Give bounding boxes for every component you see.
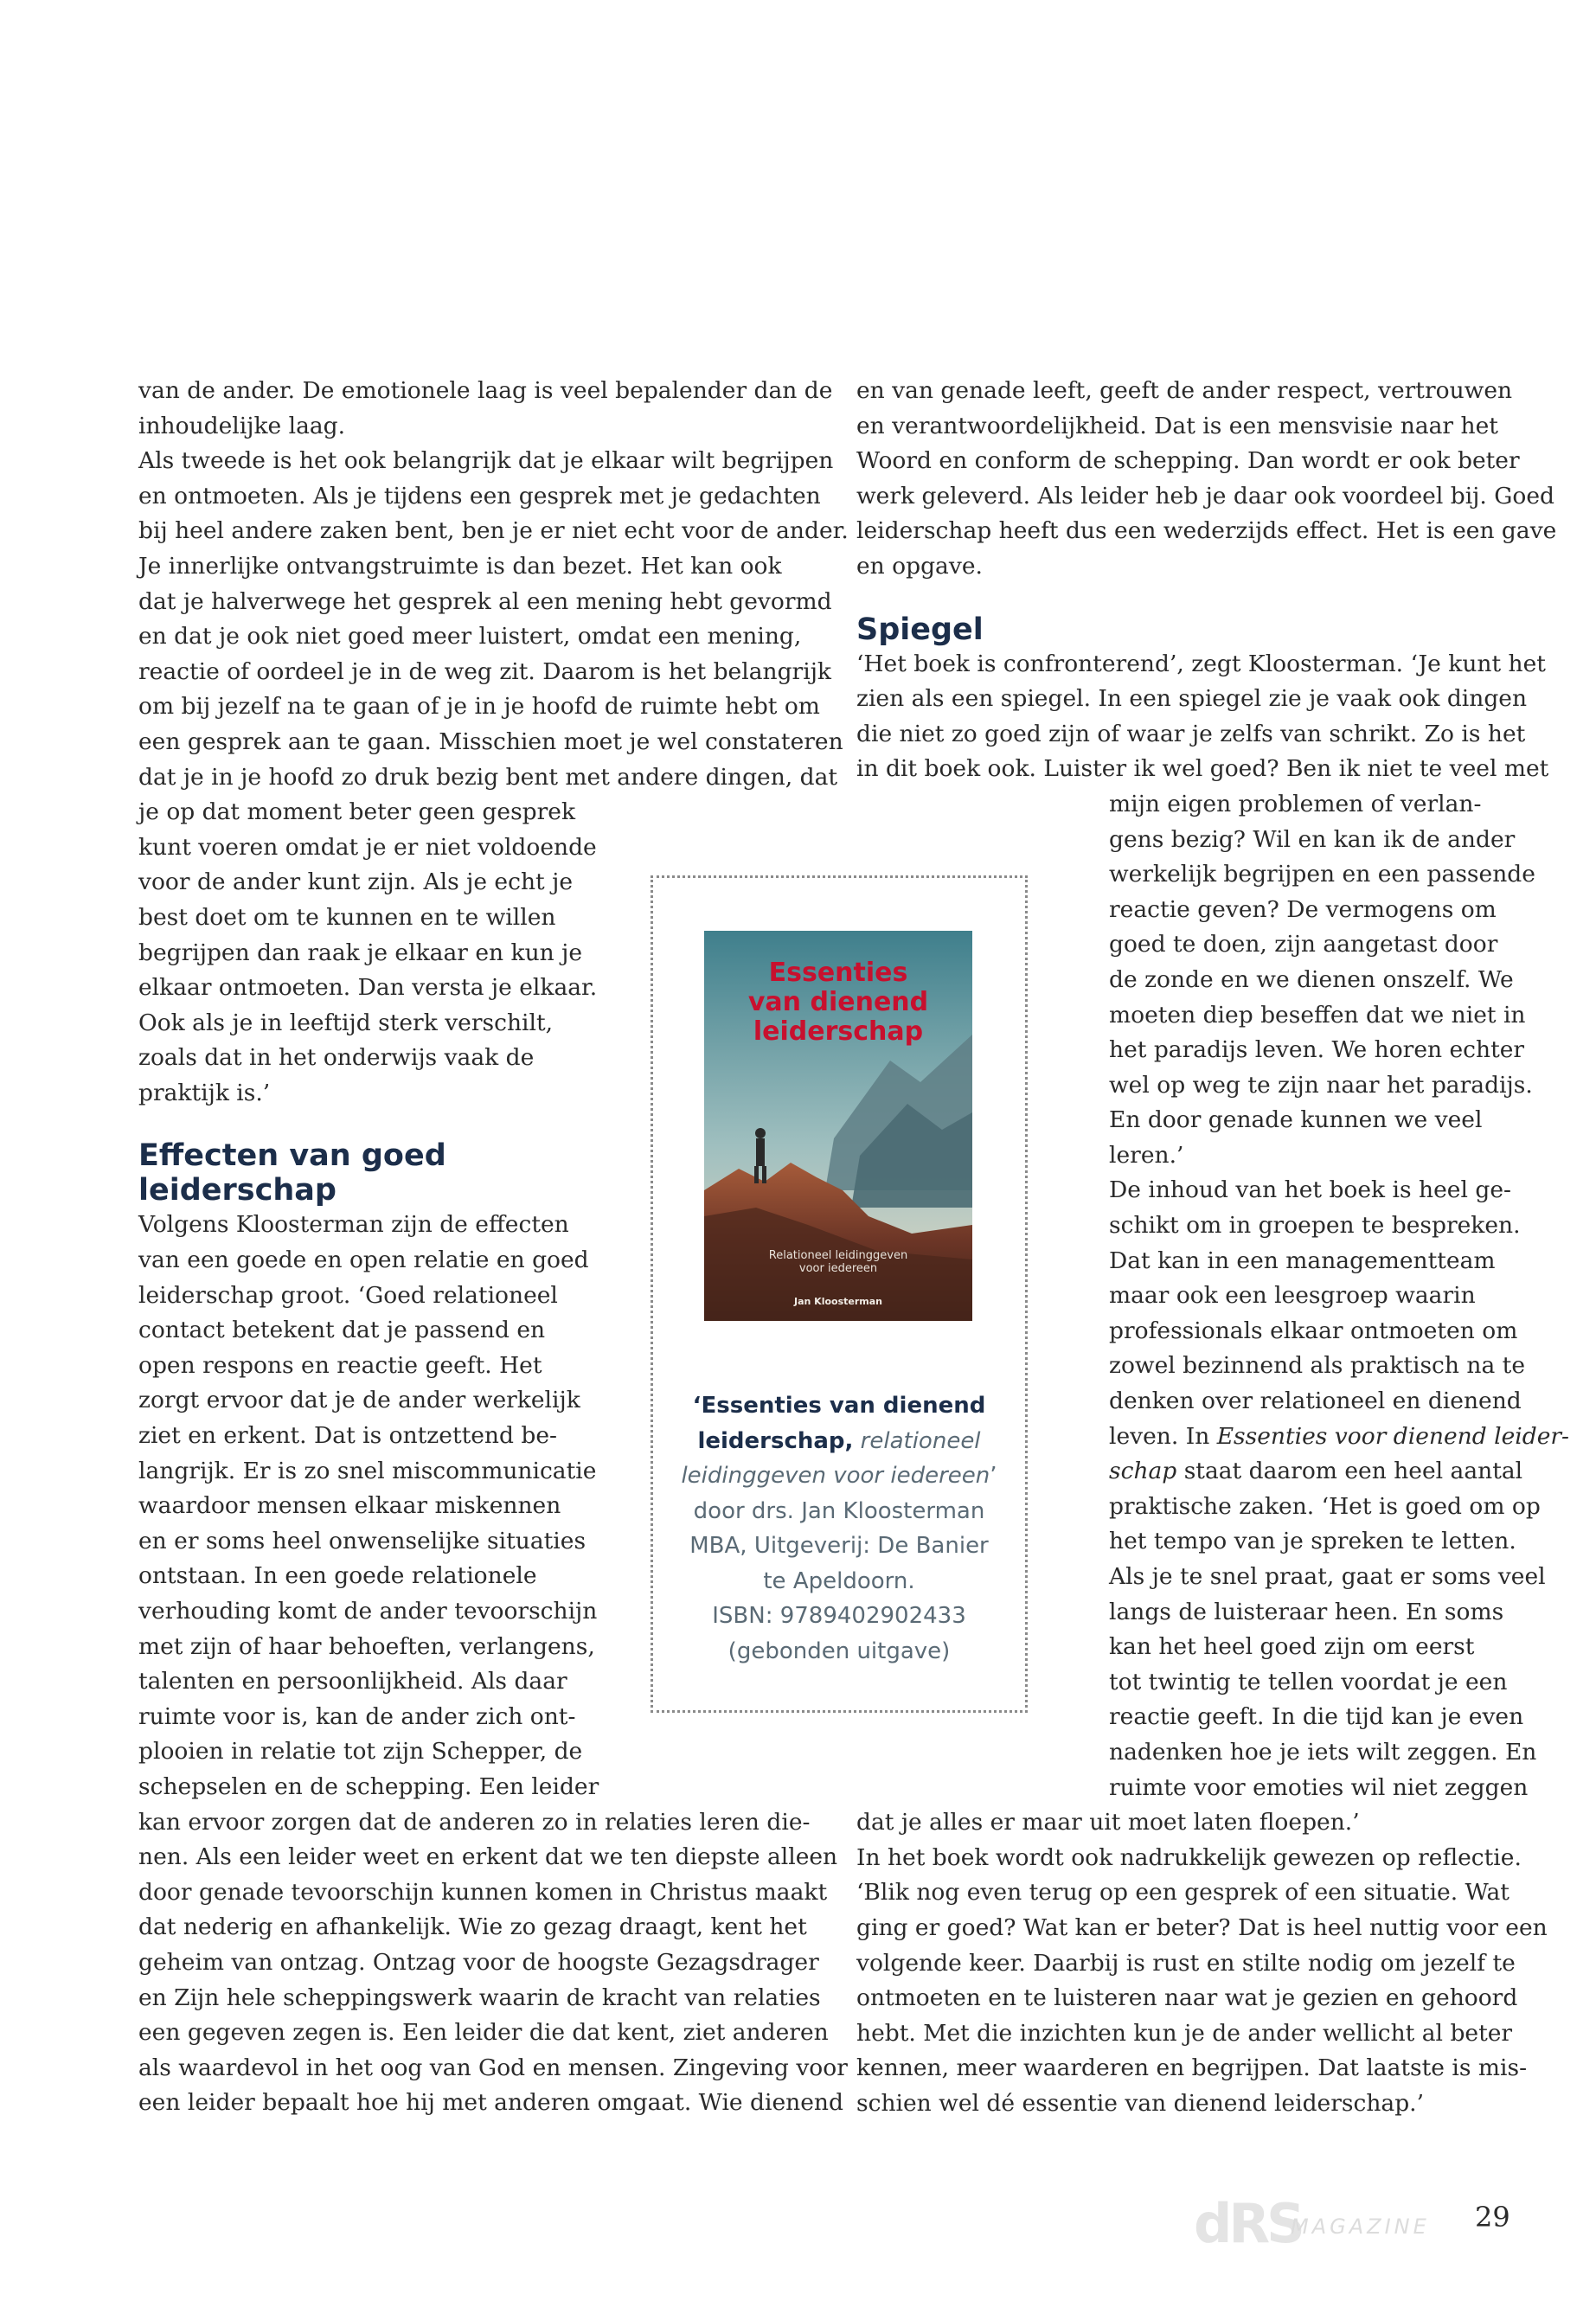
text-line: talenten en persoonlijkheid. Als daar	[138, 1668, 567, 1695]
text-line: ontstaan. In een goede relationele	[138, 1562, 537, 1590]
caption-line-1: ‘Essenties van dienend	[692, 1393, 986, 1419]
text-line: dat je halverwege het gesprek al een mening hebt gevormd	[138, 587, 832, 615]
text-line: praktische zaken. ‘Het is goed om op	[1109, 1492, 1541, 1520]
text-line: nen. Als een leider weet en erkent dat we ten diepste alleen	[138, 1843, 838, 1871]
text-line: schepselen en de schepping. Een leider	[138, 1772, 599, 1800]
text-line: dat je alles er maar uit moet laten floepen.’	[856, 1809, 1360, 1836]
left-paragraph-1	[138, 374, 833, 444]
text-line: leiderschap heeft dus een wederzijds effect. Het is een gave	[856, 517, 1557, 545]
text-line: volgende keer. Daarbij is rust en stilte nodig om jezelf te	[856, 1949, 1516, 1977]
text-line: ziet en erkent. Dat is ontzettend be-	[138, 1422, 557, 1450]
text-line: zoals dat in het onderwijs vaak de	[138, 1044, 535, 1072]
text-line: elkaar ontmoeten. Dan versta je elkaar.	[138, 974, 598, 1002]
text-line: van een goede en open relatie en goed	[138, 1247, 589, 1274]
text-line: verhouding komt de ander tevoorschijn	[138, 1598, 598, 1625]
text-line: kunt voeren omdat je er niet voldoende	[138, 833, 597, 861]
text-line: als waardevol in het oog van God en mensen. Zingeving voor	[138, 2054, 848, 2081]
text-line: MBA, Uitgeverij: De Banier	[689, 1533, 989, 1559]
text-line: inhoudelijke laag.	[138, 412, 346, 439]
text-line: om bij jezelf na te gaan of je in je hoofd de ruimte hebt om	[138, 693, 820, 721]
text-line: leren.’	[1109, 1141, 1184, 1169]
text-line: dat nederig en afhankelijk. Wie zo gezag draagt, kent het	[138, 1913, 807, 1941]
page-number: 29	[1475, 2201, 1510, 2234]
right-paragraph-3-line-8: leven. In Essenties voor dienend leider-	[1109, 1422, 1570, 1450]
text-line: en Zijn hele scheppingswerk waarin de kracht van relaties	[138, 1984, 821, 2011]
text-line: en er soms heel onwenselijke situaties	[138, 1527, 586, 1554]
text-line: Als tweede is het ook belangrijk dat je elkaar wilt begrijpen	[138, 447, 834, 475]
text-line: en opgave.	[856, 552, 983, 580]
right-paragraph-4	[856, 1841, 1548, 2122]
text-line: die niet zo goed zijn of waar je zelfs van schrikt. Zo is het	[856, 720, 1526, 747]
text-line: Relationeel leidinggeven	[768, 1249, 908, 1262]
text-line: professionals elkaar ontmoeten om	[1109, 1317, 1518, 1344]
text-line: best doet om te kunnen en te willen	[138, 903, 556, 931]
book-cover-image	[704, 931, 972, 1321]
text-line: kan het heel goed zijn om eerst	[1109, 1633, 1475, 1661]
text-line: open respons en reactie geeft. Het	[138, 1351, 542, 1379]
text-line: De inhoud van het boek is heel ge-	[1109, 1176, 1511, 1204]
text-line: En door genade kunnen we veel	[1109, 1106, 1483, 1134]
text-line: het paradijs leven. We horen echter	[1109, 1036, 1525, 1064]
text-line: en van genade leeft, geeft de ander respect, vertrouwen	[856, 377, 1513, 404]
text-line: Volgens Kloosterman zijn de effecten	[138, 1211, 569, 1239]
text-line: in dit boek ook. Luister ik wel goed? Ben ik niet te veel met	[856, 755, 1549, 783]
caption-line-3: leidinggeven voor iedereen’	[681, 1463, 997, 1489]
text-line: Woord en conform de schepping. Dan wordt er ook beter	[856, 447, 1520, 475]
book-caption	[662, 1388, 1016, 1669]
text-line: begrijpen dan raak je elkaar en kun je	[138, 939, 583, 966]
text-line: met zijn of haar behoeften, verlangens,	[138, 1632, 595, 1660]
text-line: reactie of oordeel je in de weg zit. Daarom is het belangrijk	[138, 657, 831, 685]
text-line: kennen, meer waarderen en begrijpen. Dat laatste is mis-	[856, 2054, 1528, 2082]
text-line: door drs. Jan Kloosterman	[693, 1497, 985, 1524]
text-line: bij heel andere zaken bent, ben je er niet echt voor de ander.	[138, 517, 849, 545]
text-line: goed te doen, zijn aangetast door	[1109, 931, 1498, 958]
text-line: zorgt ervoor dat je de ander werkelijk	[138, 1387, 580, 1414]
text-line: de zonde en we dienen onszelf. We	[1109, 965, 1514, 993]
text-line: ‘Het boek is confronterend’, zegt Kloosterman. ‘Je kunt het	[856, 650, 1546, 677]
text-line: ISBN: 9789402902433	[712, 1603, 966, 1629]
text-line: van dienend	[747, 987, 929, 1017]
text-line: en verantwoordelijkheid. Dat is een mensvisie naar het	[856, 412, 1498, 439]
text-line: een leider bepaalt hoe hij met anderen omgaat. Wie dienend	[138, 2089, 843, 2117]
caption-details	[662, 1494, 1016, 1670]
text-line: leiderschap groot. ‘Goed relationeel	[138, 1281, 558, 1309]
text-line: en ontmoeten. Als je tijdens een gesprek met je gedachten	[138, 482, 821, 510]
text-line: ruimte voor emoties wil niet zeggen	[1109, 1773, 1529, 1801]
text-line: je op dat moment beter geen gesprek	[138, 798, 576, 826]
text-line: werkelijk begrijpen en een passende	[1109, 861, 1535, 888]
text-line: Je innerlijke ontvangstruimte is dan bezet. Het kan ook	[138, 552, 782, 580]
text-line: ‘Blik nog even terug op een gesprek of een situatie. Wat	[856, 1879, 1509, 1907]
text-line: kan ervoor zorgen dat de anderen zo in relaties leren die-	[138, 1808, 811, 1836]
text-line: moeten diep beseffen dat we niet in	[1109, 1001, 1526, 1029]
text-line: mijn eigen problemen of verlan-	[1109, 790, 1482, 817]
text-line: te Apeldoorn.	[763, 1567, 915, 1594]
text-line: waardoor mensen elkaar miskennen	[138, 1492, 561, 1520]
text-line: maar ook een leesgroep waarin	[1109, 1282, 1476, 1310]
right-paragraph-3-line-9: schap staat daarom een heel aantal	[1109, 1458, 1523, 1485]
text-line: langs de luisteraar heen. En soms	[1109, 1598, 1504, 1625]
text-line: voor iedereen	[798, 1262, 878, 1275]
text-line: leiderschap	[138, 1173, 337, 1208]
text-line: geheim van ontzag. Ontzag voor de hoogste Gezagsdrager	[138, 1948, 819, 1976]
book-cover-author: Jan Kloosterman	[794, 1296, 882, 1307]
book-info-box	[651, 875, 1028, 1713]
right-paragraph-1	[856, 374, 1557, 585]
text-line: wel op weg te zijn naar het paradijs.	[1109, 1071, 1533, 1099]
text-line: door genade tevoorschijn kunnen komen in Christus maakt	[138, 1878, 828, 1906]
text-line: denken over relationeel en dienend	[1109, 1388, 1522, 1415]
text-line: reactie geeft. In die tijd kan je even	[1109, 1703, 1524, 1731]
text-line: plooien in relatie tot zijn Schepper, de	[138, 1738, 583, 1766]
caption-line-2: leiderschap, relationeel	[697, 1427, 981, 1454]
text-line: zowel bezinnend als praktisch na te	[1109, 1352, 1525, 1380]
text-line: schikt om in groepen te bespreken.	[1109, 1212, 1521, 1240]
text-line: Dat kan in een managementteam	[1109, 1247, 1496, 1274]
text-line: een gesprek aan te gaan. Misschien moet je wel constateren	[138, 727, 843, 755]
text-line: hebt. Met die inzichten kun je de ander wellicht al beter	[856, 2019, 1513, 2047]
book-cover-subtitle	[704, 1249, 972, 1275]
drs-magazine-logo: dRS MAGAZINE	[1194, 2192, 1430, 2255]
text-line: ging er goed? Wat kan er beter? Dat is heel nuttig voor een	[856, 1913, 1548, 1941]
text-line: contact betekent dat je passend en	[138, 1317, 546, 1344]
text-line: ontmoeten en te luisteren naar wat je gezien en gehoord	[856, 1984, 1518, 2012]
text-line: nadenken hoe je iets wilt zeggen. En	[1109, 1738, 1537, 1766]
text-line: het tempo van je spreken te letten.	[1109, 1528, 1516, 1555]
text-line: voor de ander kunt zijn. Als je echt je	[138, 868, 573, 896]
text-line: tot twintig te tellen voordat je een	[1109, 1668, 1508, 1695]
text-line: werk geleverd. Als leider heb je daar ook voordeel bij. Goed	[856, 482, 1555, 510]
text-line: schien wel dé essentie van dienend leiderschap.’	[856, 2089, 1425, 2117]
text-line: Als je te snel praat, gaat er soms veel	[1109, 1563, 1546, 1590]
text-line: gens bezig? Wil en kan ik de ander	[1109, 825, 1516, 853]
text-line: langrijk. Er is zo snel miscommunicatie	[138, 1457, 597, 1484]
text-line: In het boek wordt ook nadrukkelijk gewezen op reflectie.	[856, 1843, 1522, 1871]
text-line: leiderschap	[753, 1016, 924, 1047]
heading-spiegel: Spiegel	[856, 612, 984, 647]
text-line: en dat je ook niet goed meer luistert, omdat een mening,	[138, 623, 802, 651]
text-line: Effecten van goed	[138, 1138, 446, 1174]
text-line: (gebonden uitgave)	[727, 1638, 951, 1664]
text-line: reactie geven? De vermogens om	[1109, 895, 1497, 923]
text-line: ruimte voor is, kan de ander zich ont-	[138, 1702, 576, 1730]
text-line: dat je in je hoofd zo druk bezig bent met andere dingen, dat	[138, 763, 838, 791]
text-line: zien als een spiegel. In een spiegel zie je vaak ook dingen	[856, 685, 1528, 713]
text-line: van de ander. De emotionele laag is veel bepalender dan de	[138, 377, 833, 404]
text-line: praktijk is.’	[138, 1079, 271, 1106]
text-line: Essenties	[768, 958, 908, 988]
book-cover-title	[704, 958, 972, 1047]
text-line: Ook als je in leeftijd sterk verschilt,	[138, 1009, 554, 1036]
text-line: een gegeven zegen is. Een leider die dat kent, ziet anderen	[138, 2019, 829, 2047]
